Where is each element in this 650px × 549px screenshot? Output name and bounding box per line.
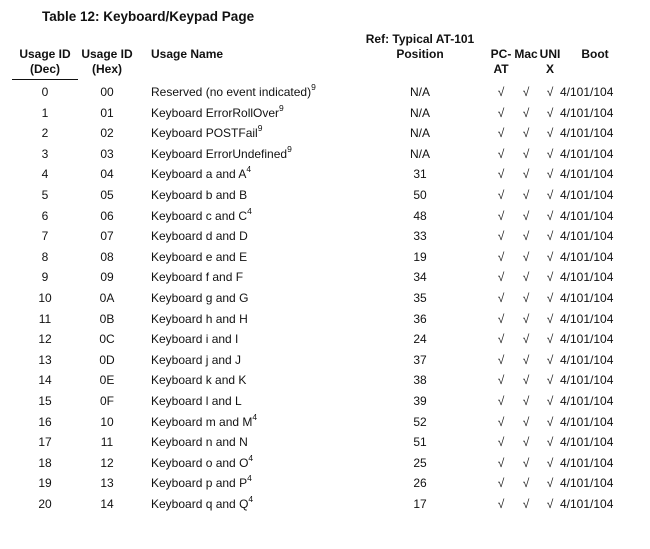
usage-id-hex-cell: 0F <box>99 393 114 408</box>
usage-name-text: Keyboard c and C <box>151 208 248 223</box>
usage-id-dec-cell: 9 <box>41 270 49 285</box>
header-pc-at-line1: PC- <box>490 47 512 61</box>
usage-id-hex-cell: 10 <box>100 414 114 429</box>
boot-cell: 4/101/104 <box>560 332 614 347</box>
header-pc-at <box>488 47 514 77</box>
usage-name-text: Keyboard b and B <box>151 187 248 202</box>
pc-at-check-icon: √ <box>497 270 505 285</box>
unix-check-icon: √ <box>546 332 554 347</box>
usage-name-text: Reserved (no event indicated) <box>151 85 312 99</box>
at101-position-cell: 50 <box>413 187 427 202</box>
table-row <box>0 144 650 165</box>
usage-id-hex-cell: 0B <box>99 311 115 326</box>
table-row <box>0 226 650 247</box>
footnote-marker: 4 <box>247 473 252 484</box>
at101-position-cell: 24 <box>413 332 427 347</box>
boot-cell: 4/101/104 <box>560 105 614 120</box>
unix-check-icon: √ <box>546 126 554 141</box>
pc-at-check-icon: √ <box>497 85 505 99</box>
usage-name-text: Keyboard m and M <box>151 414 253 429</box>
mac-check-icon: √ <box>522 373 530 388</box>
usage-name-text: Keyboard o and O <box>151 455 249 470</box>
at101-position-cell: 17 <box>413 496 427 511</box>
at101-position-cell: 36 <box>413 311 427 326</box>
header-usage-id-hex-line2: (Hex) <box>91 62 122 76</box>
usage-id-hex-cell: 0C <box>99 332 115 347</box>
usage-id-dec-cell: 6 <box>41 208 49 223</box>
mac-check-icon: √ <box>522 249 530 264</box>
usage-name-text: Keyboard f and F <box>151 270 244 285</box>
unix-check-icon: √ <box>546 435 554 450</box>
usage-name-text: Keyboard n and N <box>151 435 248 450</box>
table-row <box>0 164 650 185</box>
usage-name-cell <box>151 412 257 433</box>
boot-cell: 4/101/104 <box>560 435 614 450</box>
unix-check-icon: √ <box>546 455 554 470</box>
footnote-marker: 9 <box>311 82 316 92</box>
at101-position-cell: 19 <box>413 249 427 264</box>
usage-id-hex-cell: 14 <box>100 496 114 511</box>
usage-id-dec-cell: 3 <box>41 146 49 161</box>
footnote-marker: 9 <box>257 123 263 134</box>
pc-at-check-icon: √ <box>497 311 505 326</box>
header-usage-id-dec-line1: Usage ID <box>19 47 71 61</box>
pc-at-check-icon: √ <box>497 229 505 244</box>
usage-name-cell <box>151 494 253 515</box>
usage-name-cell <box>151 288 248 309</box>
usage-name-text: Keyboard POSTFail <box>151 126 258 141</box>
boot-cell: 4/101/104 <box>560 229 614 244</box>
usage-id-hex-cell: 08 <box>100 249 114 264</box>
at101-position-cell: 52 <box>413 414 427 429</box>
unix-check-icon: √ <box>546 208 554 223</box>
at101-position-cell: N/A <box>409 85 430 99</box>
usage-id-dec-cell: 4 <box>41 167 49 182</box>
table-row <box>0 206 650 227</box>
header-usage-id-dec-line2: (Dec) <box>29 62 60 76</box>
usage-id-hex-cell: 0D <box>99 352 115 367</box>
boot-cell: 4/101/104 <box>560 455 614 470</box>
header-usage-id-dec <box>12 47 78 77</box>
boot-cell: 4/101/104 <box>560 290 614 305</box>
usage-id-dec-cell: 20 <box>38 496 52 511</box>
usage-id-hex-cell: 00 <box>100 85 114 99</box>
usage-name-cell <box>151 432 248 453</box>
table-row <box>0 309 650 330</box>
boot-cell: 4/101/104 <box>560 476 614 491</box>
usage-name-cell <box>151 267 243 288</box>
usage-id-dec-cell: 2 <box>41 126 49 141</box>
mac-check-icon: √ <box>522 476 530 491</box>
table-row <box>0 432 650 453</box>
unix-check-icon: √ <box>546 146 554 161</box>
header-ref-position-line1: Ref: Typical AT-101 <box>365 32 475 46</box>
boot-cell: 4/101/104 <box>560 249 614 264</box>
at101-position-cell: 39 <box>413 393 427 408</box>
pc-at-check-icon: √ <box>497 290 505 305</box>
header-usage-id-hex <box>80 47 134 77</box>
boot-cell: 4/101/104 <box>560 208 614 223</box>
table-row <box>0 82 650 103</box>
table-row <box>0 288 650 309</box>
boot-cell: 4/101/104 <box>560 393 614 408</box>
at101-position-cell: 51 <box>413 435 427 450</box>
header-unix-line2: X <box>545 62 554 76</box>
footnote-marker: 4 <box>246 164 252 175</box>
footnote-marker: 4 <box>248 493 254 504</box>
at101-position-cell: N/A <box>409 105 430 120</box>
pc-at-check-icon: √ <box>497 352 505 367</box>
footnote-marker: 4 <box>247 205 252 216</box>
pc-at-check-icon: √ <box>497 414 505 429</box>
pc-at-check-icon: √ <box>497 208 505 223</box>
pc-at-check-icon: √ <box>497 476 505 491</box>
usage-name-text: Keyboard a and A <box>151 167 247 182</box>
usage-name-cell <box>151 370 246 391</box>
footnote-marker: 4 <box>248 452 254 463</box>
header-usage-id-hex-line1: Usage ID <box>81 47 133 61</box>
header-ref-position <box>355 32 485 62</box>
header-usage-name: Usage Name <box>151 47 224 61</box>
usage-id-dec-cell: 5 <box>41 187 49 202</box>
pc-at-check-icon: √ <box>497 146 505 161</box>
usage-id-dec-cell: 11 <box>38 311 52 326</box>
at101-position-cell: 38 <box>413 373 427 388</box>
unix-check-icon: √ <box>546 290 554 305</box>
mac-check-icon: √ <box>522 270 530 285</box>
usage-name-cell <box>151 82 316 103</box>
table-row <box>0 329 650 350</box>
table-row <box>0 185 650 206</box>
usage-id-hex-cell: 03 <box>100 146 114 161</box>
mac-check-icon: √ <box>522 311 530 326</box>
usage-id-dec-cell: 16 <box>38 414 52 429</box>
usage-id-dec-cell: 8 <box>41 249 49 264</box>
boot-cell: 4/101/104 <box>560 85 614 99</box>
mac-check-icon: √ <box>522 146 530 161</box>
usage-id-dec-cell: 15 <box>38 393 52 408</box>
mac-check-icon: √ <box>522 414 530 429</box>
table-row <box>0 391 650 412</box>
usage-name-text: Keyboard h and H <box>151 311 248 326</box>
mac-check-icon: √ <box>522 187 530 202</box>
pc-at-check-icon: √ <box>497 167 505 182</box>
table-row <box>0 370 650 391</box>
table-row <box>0 123 650 144</box>
table-row <box>0 247 650 268</box>
usage-id-dec-cell: 19 <box>38 476 52 491</box>
usage-id-hex-cell: 0E <box>99 373 115 388</box>
mac-check-icon: √ <box>522 352 530 367</box>
pc-at-check-icon: √ <box>497 455 505 470</box>
usage-id-hex-cell: 07 <box>100 229 114 244</box>
pc-at-check-icon: √ <box>497 332 505 347</box>
boot-cell: 4/101/104 <box>560 311 614 326</box>
boot-cell: 4/101/104 <box>560 373 614 388</box>
usage-id-hex-cell: 05 <box>100 187 114 202</box>
boot-cell: 4/101/104 <box>560 167 614 182</box>
mac-check-icon: √ <box>522 85 530 99</box>
table-body <box>0 82 650 514</box>
header-boot: Boot <box>581 47 609 61</box>
pc-at-check-icon: √ <box>497 373 505 388</box>
boot-cell: 4/101/104 <box>560 126 614 141</box>
table-row <box>0 473 650 494</box>
unix-check-icon: √ <box>546 187 554 202</box>
usage-id-dec-cell: 13 <box>38 352 52 367</box>
mac-check-icon: √ <box>522 496 530 511</box>
usage-id-dec-cell: 0 <box>41 85 49 99</box>
usage-id-hex-cell: 01 <box>100 105 114 120</box>
boot-cell: 4/101/104 <box>560 414 614 429</box>
table-row <box>0 103 650 124</box>
unix-check-icon: √ <box>546 373 554 388</box>
unix-check-icon: √ <box>546 352 554 367</box>
usage-name-text: Keyboard k and K <box>151 373 247 388</box>
usage-id-hex-cell: 02 <box>100 126 114 141</box>
usage-id-dec-cell: 7 <box>41 229 49 244</box>
mac-check-icon: √ <box>522 229 530 244</box>
usage-name-cell <box>151 309 248 330</box>
mac-check-icon: √ <box>522 290 530 305</box>
at101-position-cell: 48 <box>413 208 427 223</box>
table-title: Table 12: Keyboard/Keypad Page <box>42 9 255 24</box>
usage-name-cell <box>151 226 248 247</box>
header-unix-line1: UNI <box>539 47 561 61</box>
footnote-marker: 9 <box>287 143 292 154</box>
mac-check-icon: √ <box>522 393 530 408</box>
header-unix <box>538 47 562 77</box>
usage-id-hex-cell: 0A <box>99 290 115 305</box>
table-row <box>0 350 650 371</box>
header-mac: Mac <box>514 47 538 61</box>
usage-id-dec-cell: 10 <box>38 290 52 305</box>
pc-at-check-icon: √ <box>497 393 505 408</box>
usage-name-cell <box>151 247 247 268</box>
usage-name-cell <box>151 329 238 350</box>
usage-name-text: Keyboard g and G <box>151 290 249 305</box>
boot-cell: 4/101/104 <box>560 496 614 511</box>
pc-at-check-icon: √ <box>497 187 505 202</box>
usage-id-dec-cell: 1 <box>41 105 49 120</box>
usage-name-cell <box>151 453 253 474</box>
usage-id-dec-cell: 17 <box>38 435 52 450</box>
usage-id-hex-cell: 13 <box>100 476 114 491</box>
at101-position-cell: N/A <box>409 126 430 141</box>
unix-check-icon: √ <box>546 249 554 264</box>
usage-name-text: Keyboard ErrorUndefined <box>151 146 288 161</box>
footnote-marker: 4 <box>252 411 258 422</box>
usage-name-cell <box>151 350 241 371</box>
table-row <box>0 494 650 515</box>
usage-id-hex-cell: 06 <box>100 208 114 223</box>
at101-position-cell: 26 <box>413 476 427 491</box>
usage-id-hex-cell: 09 <box>100 270 114 285</box>
table-row <box>0 453 650 474</box>
mac-check-icon: √ <box>522 332 530 347</box>
unix-check-icon: √ <box>546 270 554 285</box>
usage-id-dec-cell: 12 <box>38 332 52 347</box>
at101-position-cell: 35 <box>413 290 427 305</box>
header-ref-position-line2: Position <box>396 47 444 61</box>
usage-name-cell <box>151 144 292 165</box>
usage-id-hex-cell: 04 <box>100 167 114 182</box>
at101-position-cell: 31 <box>413 167 427 182</box>
usage-name-cell <box>151 206 252 227</box>
pc-at-check-icon: √ <box>497 435 505 450</box>
boot-cell: 4/101/104 <box>560 187 614 202</box>
boot-cell: 4/101/104 <box>560 270 614 285</box>
usage-name-cell <box>151 164 251 185</box>
mac-check-icon: √ <box>522 105 530 120</box>
at101-position-cell: N/A <box>409 146 430 161</box>
pc-at-check-icon: √ <box>497 496 505 511</box>
mac-check-icon: √ <box>522 126 530 141</box>
table-row <box>0 267 650 288</box>
usage-name-text: Keyboard q and Q <box>151 496 249 511</box>
pc-at-check-icon: √ <box>497 126 505 141</box>
unix-check-icon: √ <box>546 496 554 511</box>
usage-name-cell <box>151 185 247 206</box>
usage-id-hex-cell: 11 <box>100 435 114 450</box>
usage-name-cell <box>151 391 242 412</box>
unix-check-icon: √ <box>546 167 554 182</box>
boot-cell: 4/101/104 <box>560 146 614 161</box>
boot-cell: 4/101/104 <box>560 352 614 367</box>
at101-position-cell: 33 <box>413 229 427 244</box>
at101-position-cell: 25 <box>413 455 427 470</box>
usage-id-hex-cell: 12 <box>100 455 114 470</box>
table-row <box>0 412 650 433</box>
header-underline <box>12 79 78 80</box>
usage-name-cell <box>151 103 284 124</box>
at101-position-cell: 37 <box>413 352 427 367</box>
pc-at-check-icon: √ <box>497 249 505 264</box>
usage-name-text: Keyboard ErrorRollOver <box>151 105 280 120</box>
unix-check-icon: √ <box>546 311 554 326</box>
unix-check-icon: √ <box>546 414 554 429</box>
usage-id-dec-cell: 18 <box>38 455 52 470</box>
pc-at-check-icon: √ <box>497 105 505 120</box>
usage-name-text: Keyboard e and E <box>151 249 248 264</box>
at101-position-cell: 34 <box>413 270 427 285</box>
mac-check-icon: √ <box>522 167 530 182</box>
usage-name-text: Keyboard j and J <box>151 352 242 367</box>
unix-check-icon: √ <box>546 476 554 491</box>
usage-name-text: Keyboard d and D <box>151 229 248 244</box>
mac-check-icon: √ <box>522 435 530 450</box>
unix-check-icon: √ <box>546 105 554 120</box>
unix-check-icon: √ <box>546 229 554 244</box>
usage-name-text: Keyboard l and L <box>151 393 242 408</box>
usage-id-dec-cell: 14 <box>38 373 52 388</box>
usage-name-text: Keyboard p and P <box>151 476 248 491</box>
mac-check-icon: √ <box>522 208 530 223</box>
usage-name-text: Keyboard i and I <box>151 332 239 347</box>
unix-check-icon: √ <box>546 393 554 408</box>
mac-check-icon: √ <box>522 455 530 470</box>
unix-check-icon: √ <box>546 85 554 99</box>
usage-name-cell <box>151 123 262 144</box>
footnote-marker: 9 <box>279 102 284 113</box>
usage-name-cell <box>151 473 252 494</box>
header-pc-at-line2: AT <box>493 62 509 76</box>
